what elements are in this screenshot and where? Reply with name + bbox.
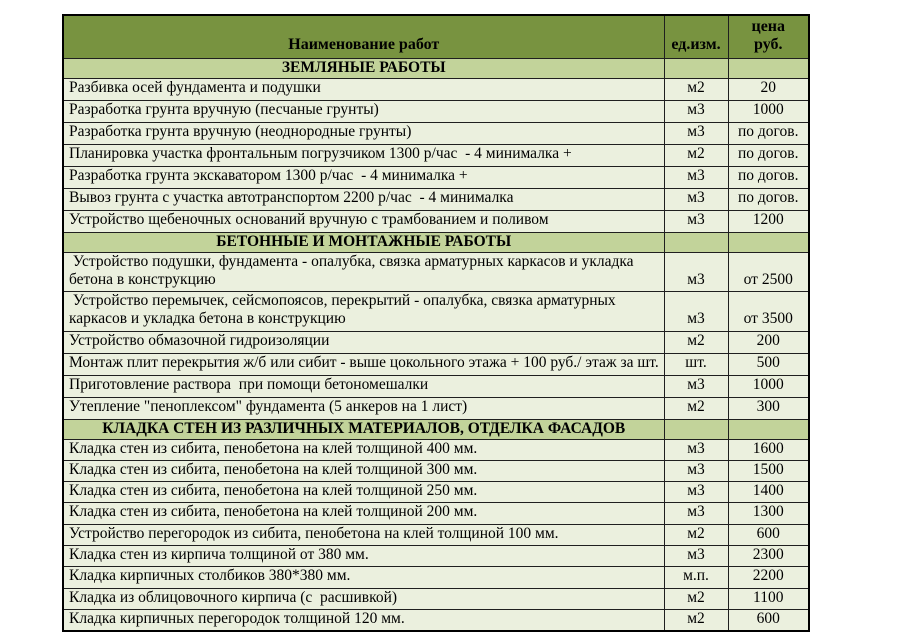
unit-cell: м3 bbox=[664, 292, 728, 332]
work-name-cell: Устройство перегородок из сибита, пенобетона на клей толщиной 100 мм. bbox=[63, 524, 664, 545]
work-name-cell: Утепление "пеноплексом" фундамента (5 анкеров на 1 лист) bbox=[63, 397, 664, 419]
price-cell: 300 bbox=[728, 397, 809, 419]
work-name-cell: Планировка участка фронтальным погрузчиком 1300 р/час - 4 минималка + bbox=[63, 144, 664, 166]
work-name-cell: Кладка стен из сибита, пенобетона на клей толщиной 400 мм. bbox=[63, 439, 664, 460]
header-row bbox=[63, 15, 809, 58]
price-cell: 1500 bbox=[728, 460, 809, 481]
work-name-cell: Устройство подушки, фундамента - опалубка, связка арматурных каркасов и укладка бетона в конструкцию bbox=[63, 252, 664, 292]
table-row bbox=[63, 397, 809, 419]
table-row bbox=[63, 100, 809, 122]
work-name-cell: Кладка стен из сибита, пенобетона на клей толщиной 300 мм. bbox=[63, 460, 664, 481]
unit-cell: м3 bbox=[664, 252, 728, 292]
table-row bbox=[63, 331, 809, 353]
section-header-row bbox=[63, 58, 809, 78]
work-name-cell: Разбивка осей фундамента и подушки bbox=[63, 78, 664, 100]
table-row bbox=[63, 353, 809, 375]
unit-cell: м3 bbox=[664, 100, 728, 122]
col-header-price-line1: цена bbox=[751, 17, 786, 35]
unit-cell: м3 bbox=[664, 210, 728, 232]
work-name-cell: Приготовление раствора при помощи бетономешалки bbox=[63, 375, 664, 397]
unit-cell: м3 bbox=[664, 122, 728, 144]
col-header-work-name: Наименование работ bbox=[63, 15, 664, 58]
price-cell: по догов. bbox=[728, 122, 809, 144]
unit-cell: м3 bbox=[664, 166, 728, 188]
unit-cell: м3 bbox=[664, 460, 728, 481]
price-cell: по догов. bbox=[728, 144, 809, 166]
section-empty-cell bbox=[728, 58, 809, 78]
work-name-cell: Разработка грунта экскаватором 1300 р/час - 4 минималка + bbox=[63, 166, 664, 188]
col-header-price bbox=[728, 15, 809, 58]
unit-cell: м2 bbox=[664, 144, 728, 166]
price-cell: от 2500 bbox=[728, 252, 809, 292]
table-row bbox=[63, 292, 809, 332]
work-name-cell: Разработка грунта вручную (неоднородные грунты) bbox=[63, 122, 664, 144]
table-row bbox=[63, 460, 809, 481]
section-title: БЕТОННЫЕ И МОНТАЖНЫЕ РАБОТЫ bbox=[63, 232, 664, 252]
table-row bbox=[63, 122, 809, 144]
unit-cell: м3 bbox=[664, 503, 728, 524]
table-row bbox=[63, 252, 809, 292]
work-name-cell: Устройство перемычек, сейсмопоясов, перекрытий - опалубка, связка арматурных каркасов и укладка бетона в конструкцию bbox=[63, 292, 664, 332]
work-name-cell: Кладка кирпичных перегородок толщиной 120 мм. bbox=[63, 609, 664, 631]
price-cell: 1200 bbox=[728, 210, 809, 232]
unit-cell: м3 bbox=[664, 439, 728, 460]
table-row bbox=[63, 524, 809, 545]
unit-cell: м3 bbox=[664, 375, 728, 397]
unit-cell: м2 bbox=[664, 331, 728, 353]
price-cell: 500 bbox=[728, 353, 809, 375]
table-row bbox=[63, 166, 809, 188]
section-empty-cell bbox=[664, 58, 728, 78]
price-cell: 1000 bbox=[728, 100, 809, 122]
price-cell: 200 bbox=[728, 331, 809, 353]
unit-cell: м3 bbox=[664, 546, 728, 567]
price-cell: 1400 bbox=[728, 482, 809, 503]
price-cell: от 3500 bbox=[728, 292, 809, 332]
table-header bbox=[63, 15, 809, 58]
section-empty-cell bbox=[664, 419, 728, 439]
work-name-cell: Устройство обмазочной гидроизоляции bbox=[63, 331, 664, 353]
price-cell: по догов. bbox=[728, 188, 809, 210]
work-name-cell: Кладка кирпичных столбиков 380*380 мм. bbox=[63, 567, 664, 588]
section-empty-cell bbox=[664, 232, 728, 252]
section-title: ЗЕМЛЯНЫЕ РАБОТЫ bbox=[63, 58, 664, 78]
work-name-cell: Кладка стен из сибита, пенобетона на клей толщиной 250 мм. bbox=[63, 482, 664, 503]
price-cell: 2300 bbox=[728, 546, 809, 567]
unit-cell: м2 bbox=[664, 78, 728, 100]
price-cell: 1600 bbox=[728, 439, 809, 460]
section-empty-cell bbox=[728, 232, 809, 252]
unit-cell: шт. bbox=[664, 353, 728, 375]
table-row bbox=[63, 375, 809, 397]
section-header-row bbox=[63, 232, 809, 252]
section bbox=[63, 419, 809, 631]
unit-cell: м2 bbox=[664, 397, 728, 419]
price-cell: 2200 bbox=[728, 567, 809, 588]
section bbox=[63, 232, 809, 419]
price-cell: 1000 bbox=[728, 375, 809, 397]
table-row bbox=[63, 588, 809, 609]
table-row bbox=[63, 482, 809, 503]
section-header-row bbox=[63, 419, 809, 439]
unit-cell: м2 bbox=[664, 524, 728, 545]
price-cell: 600 bbox=[728, 609, 809, 631]
section bbox=[63, 58, 809, 232]
unit-cell: м2 bbox=[664, 609, 728, 631]
price-cell: 600 bbox=[728, 524, 809, 545]
table-row bbox=[63, 567, 809, 588]
work-name-cell: Устройство щебеночных оснований вручную с трамбованием и поливом bbox=[63, 210, 664, 232]
table-row bbox=[63, 609, 809, 631]
price-cell: 20 bbox=[728, 78, 809, 100]
unit-cell: м3 bbox=[664, 482, 728, 503]
work-name-cell: Разработка грунта вручную (песчаные грунты) bbox=[63, 100, 664, 122]
price-table bbox=[62, 14, 810, 632]
work-name-cell: Кладка стен из кирпича толщиной от 380 мм. bbox=[63, 546, 664, 567]
work-name-cell: Кладка стен из сибита, пенобетона на клей толщиной 200 мм. bbox=[63, 503, 664, 524]
table-row bbox=[63, 144, 809, 166]
col-header-unit: ед.изм. bbox=[664, 15, 728, 58]
unit-cell: м2 bbox=[664, 588, 728, 609]
table-row bbox=[63, 503, 809, 524]
table-row bbox=[63, 78, 809, 100]
price-cell: по догов. bbox=[728, 166, 809, 188]
table-row bbox=[63, 439, 809, 460]
work-name-cell: Вывоз грунта с участка автотранспортом 2200 р/час - 4 минималка bbox=[63, 188, 664, 210]
table-row bbox=[63, 210, 809, 232]
unit-cell: м3 bbox=[664, 188, 728, 210]
table-row bbox=[63, 188, 809, 210]
col-header-price-line2: руб. bbox=[754, 36, 783, 54]
price-cell: 1100 bbox=[728, 588, 809, 609]
section-empty-cell bbox=[728, 419, 809, 439]
section-title: КЛАДКА СТЕН ИЗ РАЗЛИЧНЫХ МАТЕРИАЛОВ, ОТДЕЛКА ФАСАДОВ bbox=[63, 419, 664, 439]
price-cell: 1300 bbox=[728, 503, 809, 524]
unit-cell: м.п. bbox=[664, 567, 728, 588]
table-row bbox=[63, 546, 809, 567]
work-name-cell: Монтаж плит перекрытия ж/б или сибит - выше цокольного этажа + 100 руб./ этаж за шт. bbox=[63, 353, 664, 375]
work-name-cell: Кладка из облицовочного кирпича (с расшивкой) bbox=[63, 588, 664, 609]
